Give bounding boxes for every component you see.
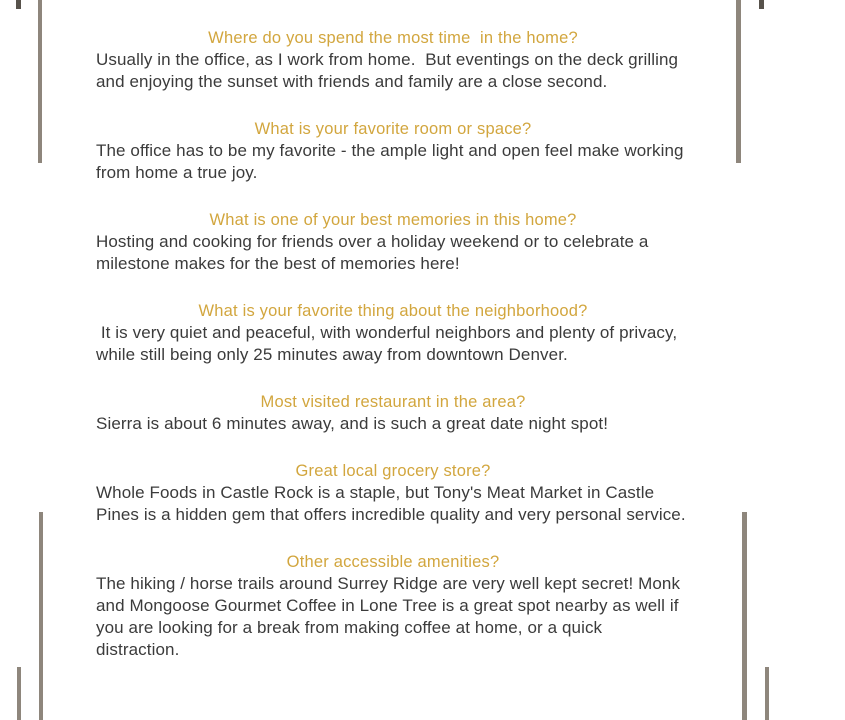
qa-block [96, 460, 690, 526]
frame-stub-bottom-right [765, 667, 769, 720]
frame-bar-top-left [38, 0, 42, 163]
frame-stub-bottom-left [17, 667, 21, 720]
qa-block [96, 551, 690, 661]
question-heading: Great local grocery store? [295, 462, 491, 480]
frame-bar-bottom-right [742, 512, 747, 720]
qa-block [96, 300, 690, 366]
question-heading: What is one of your best memories in this home? [209, 211, 577, 229]
frame-bar-top-right [736, 0, 741, 163]
answer-text: Hosting and cooking for friends over a holiday weekend or to celebrate a milestone makes for the best of memories here! [96, 232, 654, 273]
answer-text: Usually in the office, as I work from home. But eventings on the deck grilling and enjoying the sunset with friends and family are a close second. [96, 50, 683, 91]
frame-stub-top-left [16, 0, 21, 9]
question-heading: Other accessible amenities? [286, 553, 500, 571]
answer-text: Whole Foods in Castle Rock is a staple, but Tony's Meat Market in Castle Pines is a hidden gem that offers incredible quality and very personal service. [96, 483, 686, 524]
qa-block [96, 118, 690, 184]
answer-text: Sierra is about 6 minutes away, and is such a great date night spot! [96, 414, 609, 433]
frame-bar-bottom-left [39, 512, 43, 720]
qa-list [96, 0, 690, 686]
qa-block [96, 27, 690, 93]
answer-text: The hiking / horse trails around Surrey Ridge are very well kept secret! Monk and Mongoose Gourmet Coffee in Lone Tree is a great spot nearby as well if you are looking for a break from making coffee at home, or a quick distraction. [96, 574, 685, 659]
question-heading: What is your favorite thing about the neighborhood? [198, 302, 588, 320]
frame-stub-top-right [759, 0, 764, 9]
qa-block [96, 209, 690, 275]
question-heading: What is your favorite room or space? [254, 120, 532, 138]
qa-block [96, 391, 690, 435]
answer-text: It is very quiet and peaceful, with wonderful neighbors and plenty of privacy, while still being only 25 minutes away from downtown Denver. [96, 323, 683, 364]
question-heading: Most visited restaurant in the area? [260, 393, 526, 411]
answer-text: The office has to be my favorite - the ample light and open feel make working from home a true joy. [96, 141, 689, 182]
question-heading: Where do you spend the most time in the home? [208, 29, 578, 47]
